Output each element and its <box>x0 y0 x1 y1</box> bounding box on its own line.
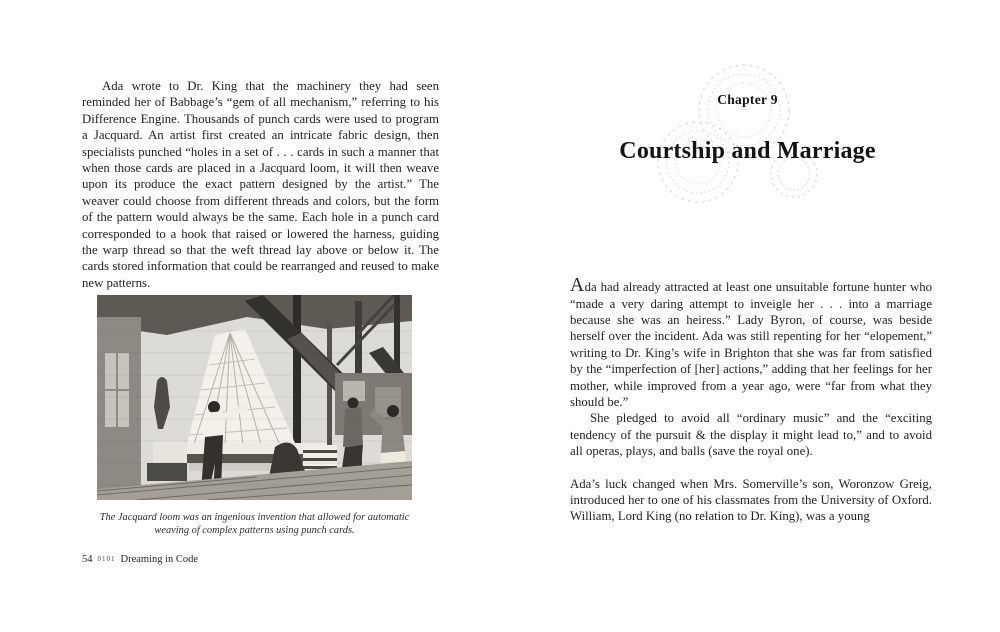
running-book-title: Dreaming in Code <box>120 554 199 565</box>
binary-ornament: 0101 <box>97 555 116 563</box>
illustration-caption: The Jacquard loom was an ingenious invention that allowed for automatic weaving of complex patterns using punch cards. <box>99 512 410 536</box>
jacquard-loom-figure <box>97 295 412 500</box>
chapter-number: Chapter 9 <box>717 92 778 107</box>
right-page-text-block <box>570 276 932 525</box>
page-number: 54 <box>82 554 93 565</box>
left-page-paragraph: Ada wrote to Dr. King that the machinery they had seen reminded her of Babbage’s “gem of all mechanism,” referring to his Difference Engine. Thousands of punch cards were used to program a Jacquard. An artist first created an intricate fabric design, then specialists punched “holes in a set of . . . cards in such a manner that when those cards are placed in a Jacquard loom, it will then weave upon its produce the exact pattern designed by the artist.” The weaver could choose from different threads and colors, but the form of the pattern would always be the same. Each hole in a punch card corresponded to a hook that raised or lowered the harness, guiding the warp thread so that the weft thread lay above or below it. The cards stored information that could be rearranged and reused to make new patterns. <box>82 79 439 290</box>
running-footer <box>82 554 198 565</box>
right-page <box>500 0 1000 632</box>
paragraph: She pledged to avoid all “ordinary music” and the “exciting tendency of the pursuit & the display it might lead to,” and to avoid all operas, plays, and balls (save the royal one). <box>570 411 932 459</box>
chapter-opening-paragraph <box>570 276 932 410</box>
jacquard-loom-illustration <box>97 295 412 500</box>
left-page-text-block <box>82 78 439 291</box>
chapter-title: Courtship and Marriage <box>619 138 876 164</box>
drop-cap: A <box>570 275 585 296</box>
paragraph: Ada’s luck changed when Mrs. Somerville’s son, Woronzow Greig, introduced her to one of his classmates from the University of Oxford. William, Lord King (no relation to Dr. King), was a young <box>570 476 932 524</box>
paragraph-text: da had already attracted at least one unsuitable fortune hunter who “made a very daring attempt to inveigle her . . . into a marriage because she was an heiress.” Lady Byron, of course, was beside herself over the incident. Ada was still repenting for her “elopement,” writing to Dr. King’s wife in Brighton that she was far from satisfied by the “imperfection of [her] actions,” adding that her feelings for her mother, while improved from a year ago, were “far from what they should be.” <box>570 280 932 409</box>
